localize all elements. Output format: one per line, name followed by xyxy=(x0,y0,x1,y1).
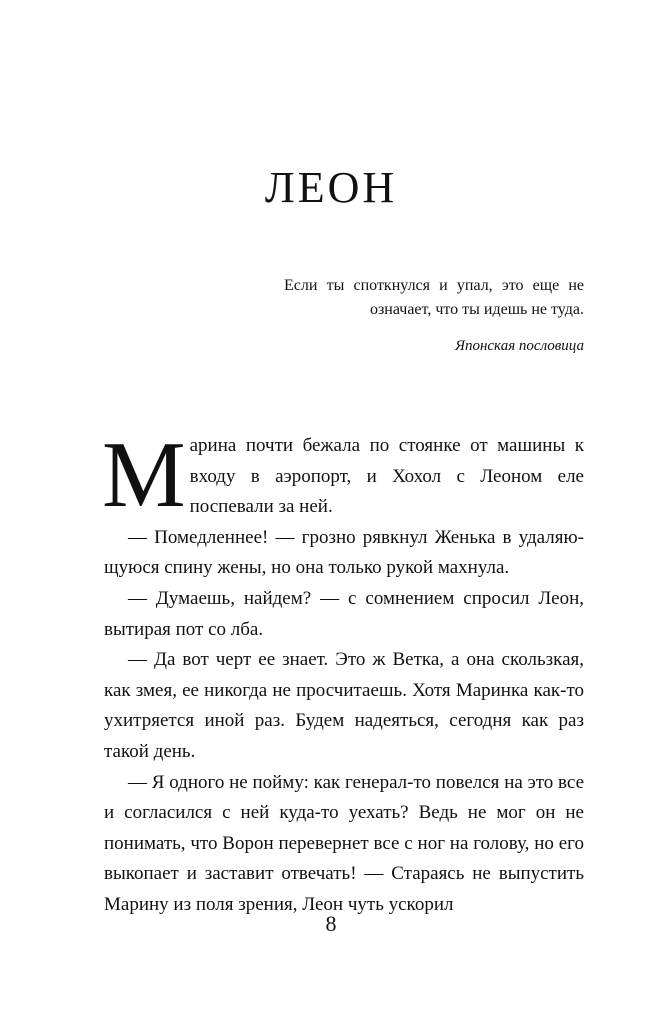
epigraph-text: Если ты споткнулся и упал, это еще не означает, что ты идешь не туда. xyxy=(284,277,584,318)
drop-cap: М xyxy=(102,423,186,527)
paragraph: — Да вот черт ее знает. Это ж Ветка, а она скользкая, как змея, ее никогда не просчитаешь. Хотя Маринка как-то ухитряется иной раз. Будем надеяться, сегодня как раз такой день. xyxy=(104,649,584,762)
first-paragraph-text: арина почти бежала по стоянке от машины к входу в аэропорт, и Хохол с Леоном еле поспевали за ней. xyxy=(189,435,584,518)
page-number: 8 xyxy=(325,911,337,936)
chapter-title: ЛЕОН xyxy=(264,163,398,212)
epigraph xyxy=(284,274,584,358)
paragraph: — Думаешь, найдем? — с сомнением спросил Леон, вытирая пот со лба. xyxy=(104,587,584,640)
first-paragraph xyxy=(102,423,584,527)
epigraph-source: Японская пословица xyxy=(455,338,584,354)
body-text xyxy=(102,423,584,921)
paragraph: — Помедленнее! — грозно рявкнул Женька в удаляющуюся спину жены, но она только рукой махнула. xyxy=(104,526,584,579)
paragraph: — Я одного не пойму: как генерал-то повелся на это все и согласился с ней куда-то уехать? Ведь не мог он не понимать, что Ворон перевернет все с ног на голову, но его выкопает и заставит отвечать! — Стараясь не выпустить Марину из поля зрения, Леон чуть ускорил xyxy=(104,771,584,915)
